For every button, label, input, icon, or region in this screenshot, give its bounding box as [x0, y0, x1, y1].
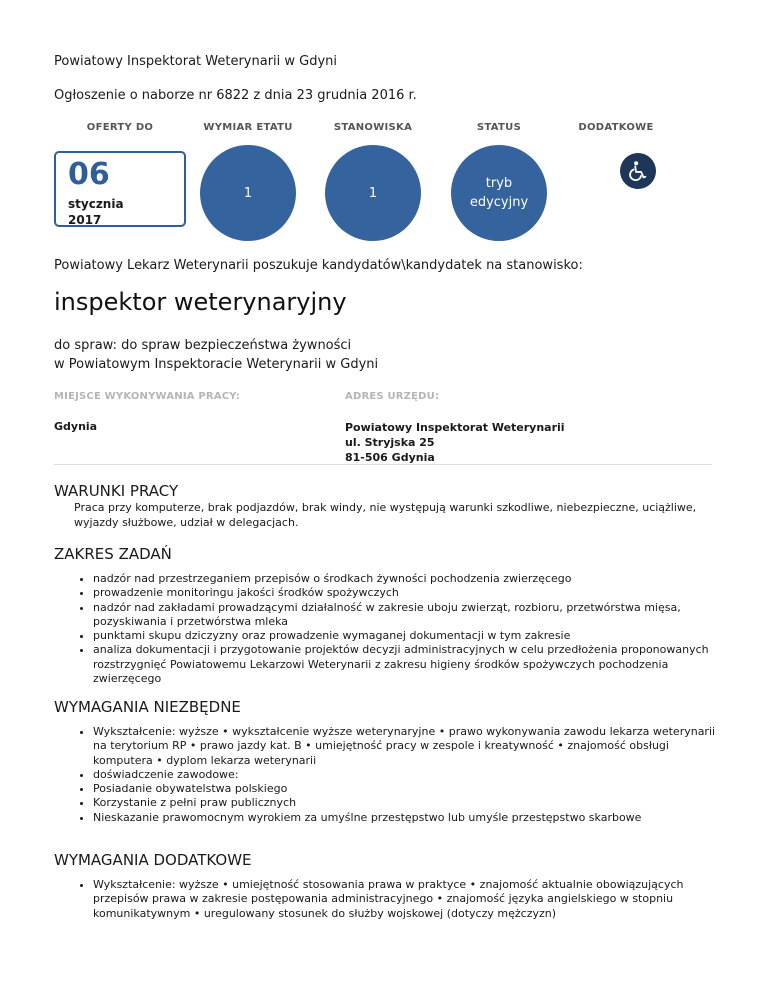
positions-value: 1 [368, 185, 378, 201]
positions-badge [325, 145, 421, 241]
address-line3: 81-506 Gdynia [345, 451, 435, 464]
job-title: inspektor weterynaryjny [54, 288, 347, 316]
address-line1: Powiatowy Inspektorat Weterynarii [345, 421, 565, 434]
deadline-year: 2017 [68, 213, 102, 227]
conditions-text: Praca przy komputerze, brak podjazdów, brak windy, nie występują warunki szkodliwe, niebezpieczne, uciążliwe, wyjazdy służbowe, udział w delegacjach. [74, 501, 697, 529]
required-list [54, 725, 722, 825]
list-item: • Wykształcenie: wyższe • umiejętność stosowania prawa w praktyce • znajomość aktualnie obowiązujących przepisów prawa w zakresie postępowania administracyjnego • znajomość języka angielskiego w stopniu komunikatywnym • uregulowany stosunek do służby wojskowej (dotyczy mężczyzn) [93, 878, 722, 921]
office-address [345, 420, 565, 465]
additional-title: WYMAGANIA DODATKOWE [54, 851, 252, 869]
positions-label: STANOWISKA [333, 122, 413, 133]
offers-until-label: OFERTY DO [86, 122, 154, 133]
status-value [470, 174, 528, 212]
status-label: STATUS [476, 122, 522, 133]
conditions-title: WARUNKI PRACY [54, 482, 179, 500]
job-subtitle-line2: w Powiatowym Inspektoracie Weterynarii w Gdyni [54, 357, 379, 372]
list-item: • doświadczenie zawodowe: [93, 768, 722, 782]
address-line2: ul. Stryjska 25 [345, 436, 435, 449]
list-item: • analiza dokumentacji i przygotowanie projektów decyzji administracyjnych w celu przedłożenia proponowanych rozstrzygnięć Powiatowemu Lekarzowi Weterynarii z zakresu higieny środków spożywczych pochodzenia zwierzęcego [93, 643, 722, 686]
offers-deadline-box [54, 151, 186, 227]
list-item: • nadzór nad zakładami prowadzącymi działalność w zakresie uboju zwierząt, rozbioru, przetwórstwa mięsa, pozyskiwania i przetwórstwa mleka [93, 601, 722, 630]
list-item: • punktami skupu dziczyzny oraz prowadzenie wymaganej dokumentacji w tym zakresie [93, 629, 722, 643]
deadline-month-year [68, 196, 124, 228]
additional-list [54, 878, 722, 921]
list-item: • prowadzenie monitoringu jakości środków spożywczych [93, 586, 722, 600]
extra-label: DODATKOWE [578, 122, 654, 133]
deadline-day: 06 [68, 157, 110, 192]
job-subtitle [54, 336, 378, 374]
list-item: • Korzystanie z pełni praw publicznych [93, 796, 722, 810]
wheelchair-icon [620, 153, 656, 189]
deadline-month: stycznia [68, 197, 124, 211]
announcement-title: Ogłoszenie o naborze nr 6822 z dnia 23 grudnia 2016 r. [54, 88, 417, 103]
status-value-line1: tryb [485, 176, 513, 191]
list-item: • nadzór nad przestrzeganiem przepisów o środkach żywności pochodzenia zwierzęcego [93, 572, 722, 586]
hours-label: WYMIAR ETATU [203, 122, 293, 133]
info-column-headers [0, 122, 768, 136]
list-item: • Nieskazanie prawomocnym wyrokiem za umyślne przestępstwo lub umyśle przestępstwo skarbowe [93, 811, 722, 825]
required-title: WYMAGANIA NIEZBĘDNE [54, 698, 241, 716]
list-item: • Wykształcenie: wyższe • wykształcenie wyższe weterynaryjne • prawo wykonywania zawodu lekarza weterynarii na terytorium RP • prawo jazdy kat. B • umiejętność pracy w zespole i kreatywność • znajomość obsługi komputera • dyplom lekarza weterynarii [93, 725, 722, 768]
section-divider [54, 464, 712, 465]
list-item: • Posiadanie obywatelstwa polskiego [93, 782, 722, 796]
institution-name: Powiatowy Inspektorat Weterynarii w Gdyni [54, 54, 338, 69]
status-value-line2: edycyjny [469, 195, 529, 210]
duties-title: ZAKRES ZADAŃ [54, 545, 172, 563]
office-address-label: ADRES URZĘDU: [345, 391, 440, 402]
work-place-label: MIEJSCE WYKONYWANIA PRACY: [54, 391, 241, 402]
hours-value: 1 [243, 185, 253, 201]
job-subtitle-line1: do spraw: do spraw bezpieczeństwa żywności [54, 338, 352, 353]
intro-text: Powiatowy Lekarz Weterynarii poszukuje kandydatów\kandydatek na stanowisko: [54, 258, 583, 273]
work-place-value: Gdynia [54, 420, 98, 433]
duties-list [54, 572, 722, 686]
status-badge [451, 145, 547, 241]
hours-badge [200, 145, 296, 241]
wheelchair-icon-svg [627, 160, 649, 182]
